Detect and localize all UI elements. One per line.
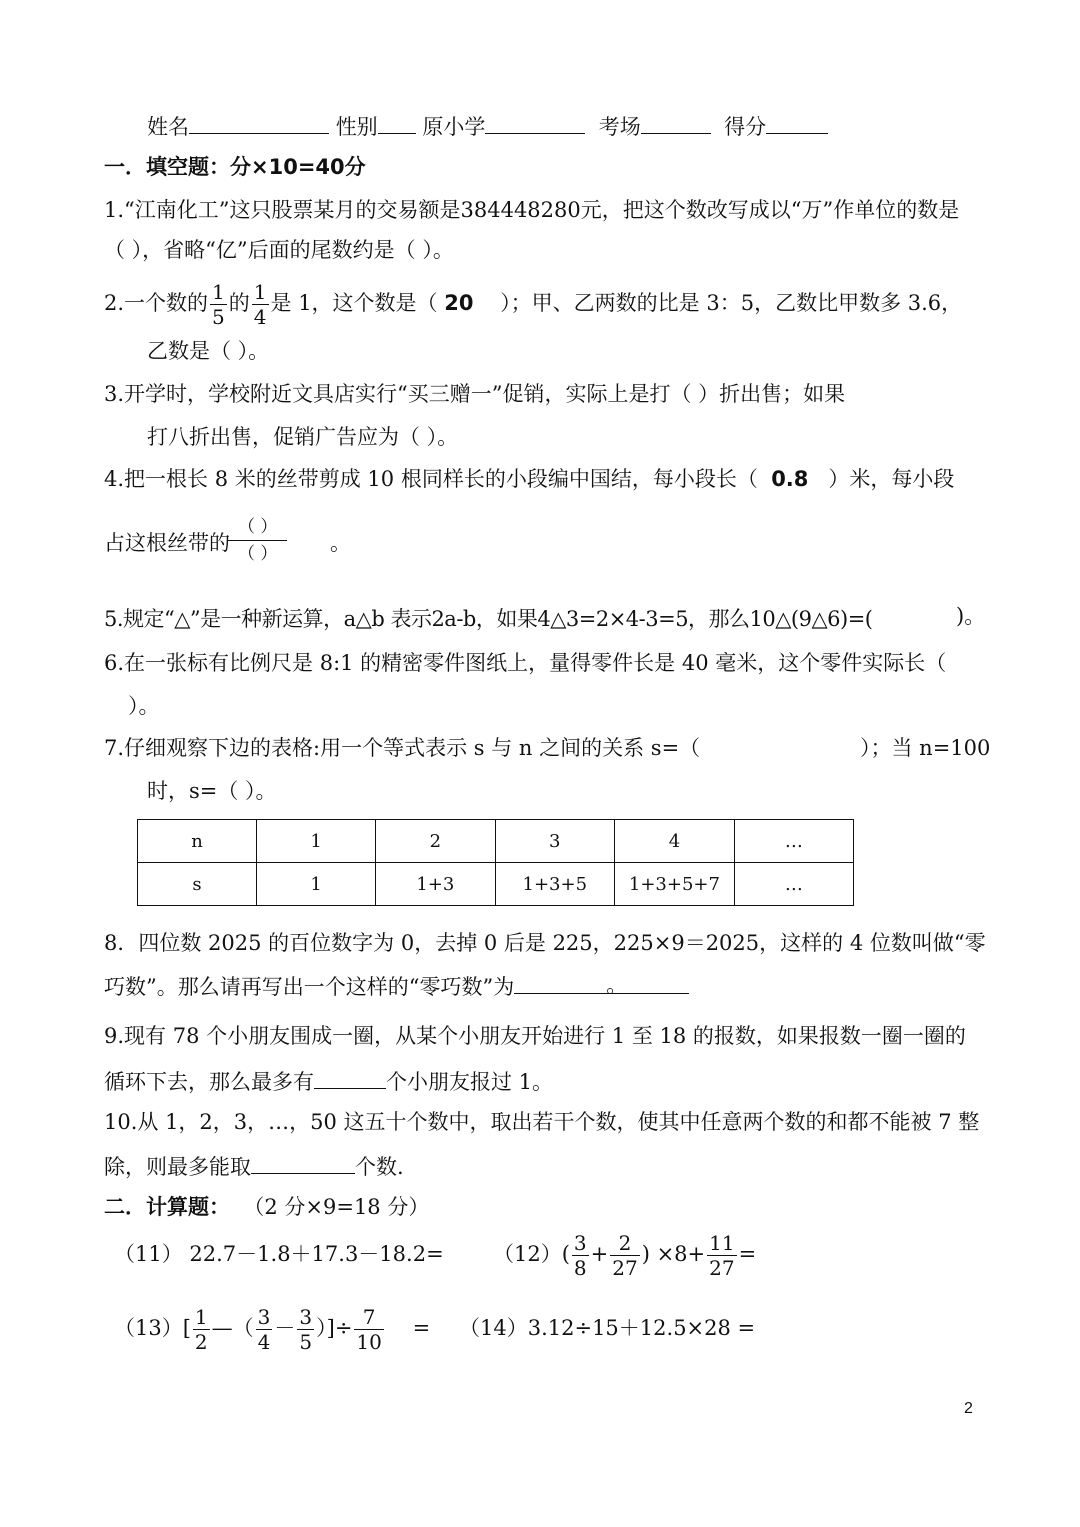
- p12-f3-den: 27: [709, 1256, 735, 1280]
- q10-line2-suffix: 个数.: [355, 1155, 404, 1179]
- score-label: 得分: [724, 115, 767, 139]
- q2-f1-numerator: 1: [212, 280, 225, 304]
- p13-minus: —（: [211, 1316, 254, 1340]
- room-field[interactable]: [641, 111, 711, 134]
- name-field[interactable]: [189, 111, 329, 134]
- table-cell: 1: [257, 820, 376, 863]
- section2-points: （2 分×9=18 分）: [243, 1195, 430, 1219]
- q8-line2-text: 巧数”。那么请再写出一个这样的“零巧数”为: [104, 975, 515, 999]
- p13-f4-num: 7: [354, 1305, 383, 1330]
- p13-fraction-4: [354, 1305, 383, 1354]
- q7-line1b: ）；当 n=100: [860, 736, 991, 760]
- problem-12: [493, 1228, 756, 1280]
- p12-f2-den: 27: [612, 1256, 638, 1280]
- q5-line: 5.规定“△”是一种新运算，a△b 表示2a-b，如果4△3=2×4-3=5，那么10△(9△6)=(: [104, 607, 873, 631]
- p13-f2-den: 4: [257, 1330, 271, 1354]
- p13-close: ）]÷: [316, 1316, 353, 1340]
- p13-f3-num: 3: [299, 1305, 313, 1329]
- q8-answer-field[interactable]: [514, 971, 689, 997]
- sequence-table: [137, 819, 854, 906]
- q1-line1: 1.“江南化工”这只股票某月的交易额是384448280元，把这个数改写成以“万”作单位的数是: [104, 198, 960, 222]
- q10-line2-prefix: 除，则最多能取: [104, 1155, 251, 1179]
- q1-line2: （ ），省略“亿”后面的尾数约是（ ）。: [104, 238, 454, 262]
- q8-end: 。: [606, 973, 628, 997]
- p13-f4-den: 10: [356, 1330, 382, 1354]
- q4-blank-fraction: [228, 514, 287, 567]
- q4-line2: 占这根丝带的: [104, 531, 230, 555]
- q9-line1: 9.现有 78 个小朋友围成一圈，从某个小朋友开始进行 1 至 18 的报数，如果报数一圈一圈的: [104, 1024, 966, 1048]
- p12-f3-num: 11: [709, 1231, 735, 1255]
- q2-post2: ）；甲、乙两数的比是 3：5，乙数比甲数多 3.6，: [500, 291, 963, 315]
- gender-label: 性别: [335, 115, 378, 139]
- table-cell: 2: [376, 820, 495, 863]
- table-cell: 1+3+5+7: [615, 863, 735, 906]
- q10-line2: [104, 1151, 404, 1181]
- p12-equals: =: [738, 1242, 757, 1266]
- q4-frac-denominator: （ ）: [238, 544, 278, 564]
- q2-f2-numerator: 1: [253, 280, 267, 304]
- table-row: [138, 820, 854, 863]
- table-cell: s: [138, 863, 257, 906]
- q4-answer: 0.8: [771, 467, 809, 491]
- table-cell: n: [138, 820, 257, 863]
- q6-line2: ）。: [128, 694, 160, 718]
- header-row: [147, 111, 828, 141]
- name-label: 姓名: [147, 115, 189, 139]
- school-field[interactable]: [485, 111, 585, 134]
- table-cell: 4: [615, 820, 735, 863]
- section2-title: 二．计算题：: [104, 1195, 230, 1219]
- q2-fraction-2: [252, 280, 269, 329]
- q9-answer-field[interactable]: [314, 1066, 386, 1089]
- p13-f1-num: 1: [194, 1305, 208, 1329]
- q7-line2: 时，s=（ ）。: [147, 779, 277, 803]
- q9-line2: [104, 1066, 553, 1096]
- p12-plus: +: [590, 1242, 609, 1266]
- q2-answer: 20: [444, 291, 474, 315]
- p13-label: （13）[: [114, 1316, 191, 1340]
- q7-line1: 7.仔细观察下边的表格:用一个等式表示 s 与 n 之间的关系 s=（: [104, 736, 701, 760]
- q8-line2: [104, 971, 689, 1001]
- table-row: [138, 863, 854, 906]
- p12-fraction-2: [610, 1231, 639, 1280]
- q4-frac-numerator: （ ）: [228, 514, 287, 541]
- q2-line1: [104, 280, 962, 329]
- section2-header: [104, 1193, 429, 1221]
- q2-f2-denominator: 4: [253, 305, 267, 329]
- p12-f1-den: 8: [573, 1256, 587, 1280]
- p12-label: （12）(: [493, 1242, 570, 1266]
- p12-mid: ) ×8+: [641, 1242, 706, 1266]
- q8-line1: 8．四位数 2025 的百位数字为 0，去掉 0 后是 225，225×9＝2025，这样的 4 位数叫做“零: [104, 931, 986, 955]
- table-cell: 1: [257, 863, 376, 906]
- score-field[interactable]: [766, 111, 828, 134]
- table-cell: …: [734, 863, 853, 906]
- q4-post: ）米，每小段: [828, 467, 955, 491]
- q2-fraction-1: [210, 280, 227, 329]
- gender-field[interactable]: [378, 111, 416, 134]
- problem-11: （11） 22.7－1.8＋17.3－18.2=: [114, 1242, 444, 1266]
- q9-line2-prefix: 循环下去，那么最多有: [104, 1070, 314, 1094]
- school-label: 原小学: [422, 115, 486, 139]
- p12-f2-num: 2: [610, 1231, 639, 1256]
- table-cell: 1+3: [376, 863, 495, 906]
- q2-prefix: 2.一个数的: [104, 291, 209, 315]
- p12-fraction-1: [572, 1231, 589, 1280]
- table-cell: …: [734, 820, 853, 863]
- section1-title: 一．填空题：分×10=40分: [104, 155, 366, 179]
- p12-f1-num: 3: [573, 1231, 587, 1255]
- q2-line2: 乙数是（ ）。: [147, 339, 270, 363]
- p13-equals: =: [412, 1316, 431, 1340]
- page-number: 2: [964, 1400, 973, 1417]
- p13-fraction-3: [297, 1305, 314, 1354]
- problem-13: [114, 1302, 430, 1354]
- room-label: 考场: [598, 115, 641, 139]
- q4-line1: [104, 465, 954, 493]
- q3-line1: 3.开学时，学校附近文具店实行“买三赠一”促销，实际上是打（ ）折出售；如果: [104, 382, 846, 406]
- q2-middle: 的: [228, 291, 250, 315]
- q4-end: 。: [330, 531, 351, 555]
- p13-f2-num: 3: [257, 1305, 271, 1329]
- q3-line2: 打八折出售，促销广告应为（ ）。: [147, 425, 459, 449]
- q5-end: )。: [956, 604, 986, 628]
- problem-14: （14）3.12÷15＋12.5×28 =: [459, 1316, 756, 1340]
- p13-fraction-2: [256, 1305, 273, 1354]
- table-cell: 3: [495, 820, 615, 863]
- q10-answer-field[interactable]: [251, 1151, 355, 1174]
- q10-line1: 10.从 1，2，3，…，50 这五十个数中，取出若干个数，使其中任意两个数的和都不能被 7 整: [104, 1110, 980, 1134]
- p12-fraction-3: [707, 1231, 736, 1280]
- table-cell: 1+3+5: [495, 863, 615, 906]
- p13-f1-den: 2: [194, 1330, 208, 1354]
- q9-line2-suffix: 个小朋友报过 1。: [386, 1070, 554, 1094]
- p13-fraction-1: [193, 1305, 210, 1354]
- p13-minus2: －: [274, 1316, 296, 1340]
- q4-prefix: 4.把一根长 8 米的丝带剪成 10 根同样长的小段编中国结，每小段长（: [104, 467, 758, 491]
- q6-line1: 6.在一张标有比例尺是 8:1 的精密零件图纸上，量得零件长是 40 毫米，这个零件实际长（: [104, 651, 947, 675]
- q2-f1-denominator: 5: [212, 305, 225, 329]
- q2-post1: 是 1，这个数是（: [270, 291, 438, 315]
- p13-f3-den: 5: [299, 1330, 313, 1354]
